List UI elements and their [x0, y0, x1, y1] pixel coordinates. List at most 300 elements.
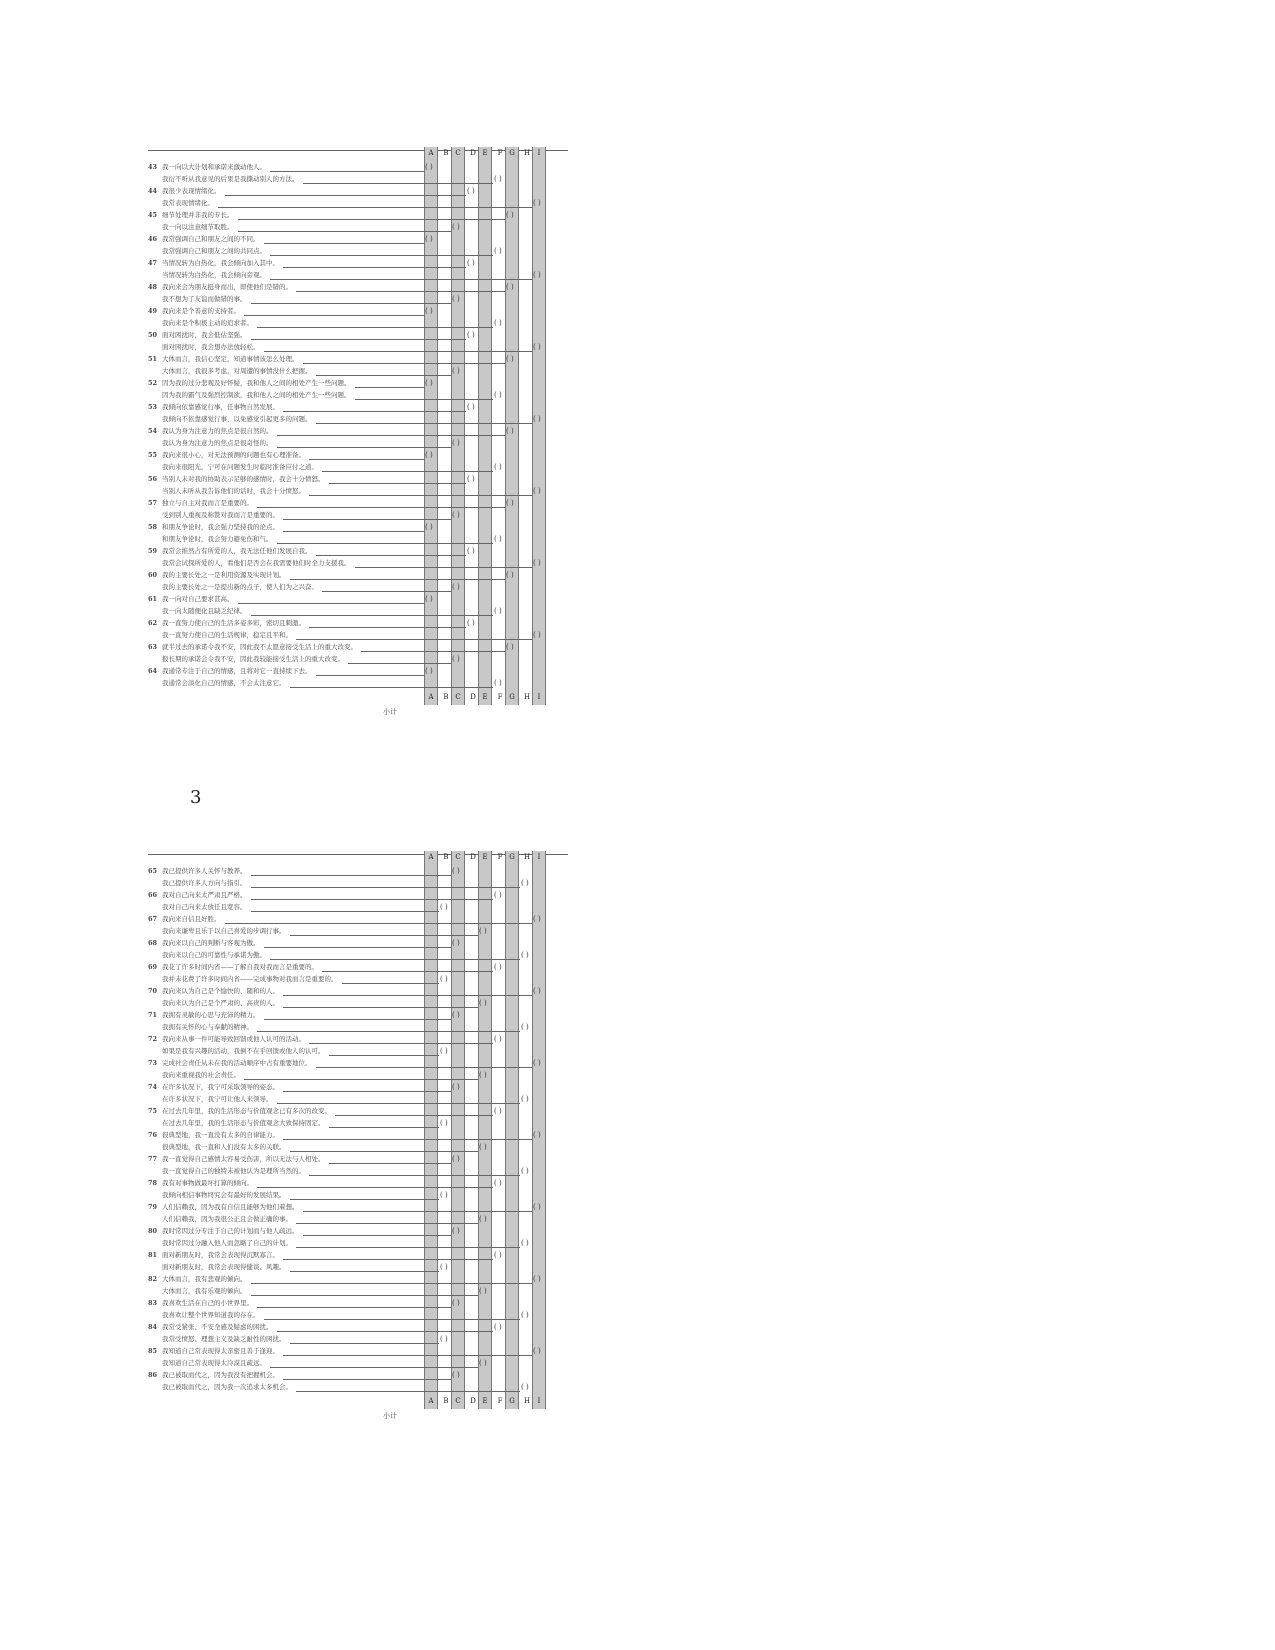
statement-text: 我通常专注于自己的情感，且将对它一直持续下去。	[162, 667, 312, 675]
question-row	[148, 461, 318, 473]
statement-text: 我倾向依靠感觉行事，任事物自然发展。	[162, 403, 279, 411]
question-row	[148, 437, 273, 449]
answer-line	[277, 435, 506, 436]
statement-text: 在过去几年里，我的生活形态与价值观念大致保持固定。	[162, 1119, 325, 1127]
answer-line	[244, 315, 424, 316]
answer-line	[316, 423, 533, 424]
statement-text: 我并未花费了许多时间内省——完成事物对我而言是重要的。	[162, 975, 338, 983]
question-number: 81	[148, 1251, 158, 1259]
statement-text: 我向来以自己的可靠性与承诺为傲。	[162, 951, 266, 959]
answer-checkbox[interactable]: ( )	[533, 271, 541, 279]
answer-checkbox[interactable]: ( )	[425, 379, 433, 387]
answer-checkbox[interactable]: ( )	[452, 1155, 460, 1163]
answer-line	[238, 219, 506, 220]
question-row	[148, 569, 286, 581]
answer-checkbox[interactable]: ( )	[494, 1035, 502, 1043]
answer-checkbox[interactable]: ( )	[452, 367, 460, 375]
answer-checkbox[interactable]: ( )	[494, 175, 502, 183]
answer-line	[251, 1295, 479, 1296]
question-row	[148, 281, 292, 293]
question-row	[148, 581, 318, 593]
question-row	[148, 245, 266, 257]
answer-line	[218, 207, 532, 208]
question-number: 83	[148, 1299, 158, 1307]
answer-line	[322, 971, 493, 972]
subtotal-label: 小计	[383, 708, 397, 716]
answer-checkbox[interactable]: ( )	[452, 1227, 460, 1235]
answer-checkbox[interactable]: ( )	[521, 1095, 529, 1103]
statement-text: 我花了许多时间内省——了解自我对我而言是重要的。	[162, 963, 318, 971]
answer-line	[251, 911, 440, 912]
answer-checkbox[interactable]: ( )	[533, 631, 541, 639]
answer-checkbox[interactable]: ( )	[452, 583, 460, 591]
statement-text: 细节处理并非我的专长。	[162, 211, 234, 219]
question-row	[148, 473, 325, 485]
statement-text: 我很少表现情绪化。	[162, 187, 221, 195]
answer-line	[296, 639, 532, 640]
statement-text: 在过去几年里，我的生活形态与价值观念已有多次的改变。	[162, 1107, 331, 1115]
question-number: 52	[148, 379, 158, 387]
question-row	[148, 1285, 247, 1297]
answer-line	[329, 1127, 440, 1128]
statement-text: 我常受紧张、不安全感及疑虑的困扰。	[162, 1323, 273, 1331]
answer-checkbox[interactable]: ( )	[425, 163, 433, 171]
answer-checkbox[interactable]: ( )	[533, 415, 541, 423]
answer-line	[270, 1367, 478, 1368]
answer-checkbox[interactable]: ( )	[452, 867, 460, 875]
answer-line	[290, 687, 494, 688]
answer-checkbox[interactable]: ( )	[440, 1335, 448, 1343]
column-label-h-top: H	[523, 149, 531, 157]
answer-checkbox[interactable]: ( )	[452, 1083, 460, 1091]
answer-line	[283, 519, 451, 520]
statement-text: 当别人未对我的协助表示足够的感情时，我会十分愤怒。	[162, 475, 325, 483]
question-row	[148, 677, 286, 689]
column-label-f-top: F	[497, 149, 503, 157]
answer-checkbox[interactable]: ( )	[506, 571, 514, 579]
statement-text: 我拥有关怀的心与奉献的精神。	[162, 1023, 253, 1031]
answer-line	[283, 1091, 451, 1092]
statement-text: 我常表现情绪化。	[162, 199, 214, 207]
answer-checkbox[interactable]: ( )	[533, 1203, 541, 1211]
answer-line	[270, 959, 520, 960]
answer-checkbox[interactable]: ( )	[467, 619, 475, 627]
answer-column-i	[532, 147, 546, 705]
question-row	[148, 605, 247, 617]
column-label-c-bottom: C	[455, 693, 461, 701]
answer-line	[329, 1163, 452, 1164]
column-label-a-top: A	[428, 149, 434, 157]
question-number: 55	[148, 451, 158, 459]
answer-line	[251, 339, 467, 340]
question-row	[148, 1033, 305, 1045]
question-row	[148, 865, 247, 877]
statement-text: 在许多状况下，我宁可采取领导的姿态。	[162, 1083, 279, 1091]
answer-checkbox[interactable]: ( )	[452, 939, 460, 947]
question-number: 49	[148, 307, 158, 315]
answer-line	[290, 1151, 479, 1152]
answer-line	[290, 1343, 440, 1344]
statement-text: 我向来自信且好胜。	[162, 915, 221, 923]
statement-text: 当别人未听从我告诉他们的话时，我会十分愤怒。	[162, 487, 305, 495]
answer-line	[264, 1019, 452, 1020]
question-row	[148, 377, 351, 389]
statement-text: 我常会推然占有所爱的人，我无法任他们发展自我。	[162, 547, 312, 555]
statement-text: 我一向对自己要求甚高。	[162, 595, 234, 603]
answer-checkbox[interactable]: ( )	[440, 975, 448, 983]
question-row	[148, 449, 305, 461]
statement-text: 我喜欢让整个世界知道我的存在。	[162, 1311, 260, 1319]
column-label-d-bottom: D	[470, 693, 476, 701]
answer-line	[329, 1055, 440, 1056]
question-number: 84	[148, 1323, 158, 1331]
answer-checkbox[interactable]: ( )	[494, 963, 502, 971]
answer-line	[264, 1319, 521, 1320]
answer-line	[283, 1259, 493, 1260]
answer-checkbox[interactable]: ( )	[467, 259, 475, 267]
column-label-b-top: B	[443, 853, 449, 861]
answer-line	[309, 1175, 520, 1176]
answer-line	[264, 243, 425, 244]
question-row	[148, 1081, 279, 1093]
statement-text: 我倾向不依靠感觉行事，以免感觉引起更多的问题。	[162, 415, 312, 423]
question-number: 47	[148, 259, 158, 267]
statement-text: 我向来很阳光，宁可在问题发生时临时准备应付之道。	[162, 463, 318, 471]
question-row	[148, 641, 357, 653]
answer-line	[342, 983, 440, 984]
question-row	[148, 269, 266, 281]
answer-line	[316, 1067, 533, 1068]
answer-checkbox[interactable]: ( )	[521, 1383, 529, 1391]
statement-text: 当情况转为白热化，我会倾向加入其中。	[162, 259, 279, 267]
answer-checkbox[interactable]: ( )	[494, 247, 502, 255]
question-row	[148, 485, 305, 497]
answer-line	[270, 171, 424, 172]
answer-checkbox[interactable]: ( )	[494, 607, 502, 615]
column-label-i-bottom: I	[537, 693, 541, 701]
question-number: 59	[148, 547, 158, 555]
column-label-i-bottom: I	[537, 1397, 541, 1405]
statement-text: 和朋友争论时，我会努力避免伤和气。	[162, 535, 273, 543]
answer-line	[303, 1211, 533, 1212]
answer-checkbox[interactable]: ( )	[494, 1107, 502, 1115]
question-row	[148, 1045, 325, 1057]
question-row	[148, 877, 247, 889]
answer-line	[283, 1379, 451, 1380]
question-row	[148, 1105, 331, 1117]
statement-text: 就半过去的承诺令我不安，因此我不太愿意接受生活上的重大改变。	[162, 643, 357, 651]
answer-checkbox[interactable]: ( )	[533, 987, 541, 995]
answer-checkbox[interactable]: ( )	[533, 1347, 541, 1355]
answer-line	[264, 351, 533, 352]
question-row	[148, 425, 273, 437]
question-row	[148, 221, 234, 233]
answer-checkbox[interactable]: ( )	[494, 1251, 502, 1259]
answer-checkbox[interactable]: ( )	[425, 451, 433, 459]
question-row	[148, 329, 247, 341]
answer-checkbox[interactable]: ( )	[494, 391, 502, 399]
answer-checkbox[interactable]: ( )	[494, 679, 502, 687]
statement-text: 很典型地，我一直和人们没有太多的关联。	[162, 1143, 286, 1151]
statement-text: 我一向以大计划和承诺来激动他人。	[162, 163, 266, 171]
answer-checkbox[interactable]: ( )	[452, 1371, 460, 1379]
answer-checkbox[interactable]: ( )	[425, 235, 433, 243]
question-row	[148, 533, 273, 545]
statement-text: 我一直努力使自己的生活多姿多彩，密切且刺激。	[162, 619, 305, 627]
answer-checkbox[interactable]: ( )	[452, 1011, 460, 1019]
answer-checkbox[interactable]: ( )	[452, 439, 460, 447]
question-number: 65	[148, 867, 158, 875]
question-number: 63	[148, 643, 158, 651]
question-row	[148, 1225, 299, 1237]
answer-checkbox[interactable]: ( )	[506, 427, 514, 435]
answer-checkbox[interactable]: ( )	[494, 1323, 502, 1331]
answer-checkbox[interactable]: ( )	[452, 223, 460, 231]
column-label-a-bottom: A	[428, 1397, 434, 1405]
answer-checkbox[interactable]: ( )	[452, 1299, 460, 1307]
question-number: 44	[148, 187, 158, 195]
answer-checkbox[interactable]: ( )	[479, 999, 487, 1007]
answer-line	[296, 1391, 520, 1392]
question-row	[148, 353, 299, 365]
question-row	[148, 629, 292, 641]
answer-checkbox[interactable]: ( )	[440, 1119, 448, 1127]
statement-text: 人们信赖我，因为我有自信且能够为他们着想。	[162, 1203, 299, 1211]
question-number: 51	[148, 355, 158, 363]
answer-checkbox[interactable]: ( )	[521, 1167, 529, 1175]
column-label-c-top: C	[455, 853, 461, 861]
statement-text: 我衍不听从我意见的后果是我撕动别人的方法。	[162, 175, 299, 183]
statement-text: 我向来很小心，对无法预测的问题也有心理准备。	[162, 451, 305, 459]
question-row	[148, 973, 338, 985]
answer-checkbox[interactable]: ( )	[533, 915, 541, 923]
answer-checkbox[interactable]: ( )	[506, 643, 514, 651]
answer-line	[303, 1235, 452, 1236]
question-row	[148, 1213, 292, 1225]
answer-line	[251, 1283, 533, 1284]
statement-text: 我时常因过分融入他人而忽略了自己的计划。	[162, 1239, 292, 1247]
column-label-b-bottom: B	[443, 693, 449, 701]
statement-text: 我知道自己常表现得太冷漠且疏远。	[162, 1359, 266, 1367]
answer-checkbox[interactable]: ( )	[467, 187, 475, 195]
answer-line	[251, 887, 521, 888]
answer-line	[303, 183, 494, 184]
column-label-b-top: B	[443, 149, 449, 157]
statement-text: 我喜欢生活在自己的小世界里。	[162, 1299, 253, 1307]
statement-text: 我向来认为自己是个严肃的、高贵的人。	[162, 999, 279, 1007]
answer-checkbox[interactable]: ( )	[494, 891, 502, 899]
statement-text: 我通常会淡化自己的情感，不会太注意它。	[162, 679, 286, 687]
answer-line	[355, 567, 533, 568]
answer-checkbox[interactable]: ( )	[521, 1023, 529, 1031]
statement-text: 大体而言，我信心坚定，知道事情该怎么处理。	[162, 355, 299, 363]
statement-text: 很典型地，我一直没有太多的自律能力。	[162, 1131, 279, 1139]
statement-text: 我倾向相信事物终究会有最好的发展结果。	[162, 1191, 286, 1199]
column-label-g-top: G	[509, 853, 515, 861]
statement-text: 完成社会责任从未在我的活动顺序中占有重要地位。	[162, 1059, 312, 1067]
question-number: 68	[148, 939, 158, 947]
question-number: 70	[148, 987, 158, 995]
answer-line	[316, 555, 467, 556]
answer-checkbox[interactable]: ( )	[533, 1131, 541, 1139]
answer-checkbox[interactable]: ( )	[479, 1071, 487, 1079]
question-number: 62	[148, 619, 158, 627]
answer-checkbox[interactable]: ( )	[479, 1359, 487, 1367]
question-row	[148, 497, 253, 509]
question-row	[148, 889, 247, 901]
answer-checkbox[interactable]: ( )	[506, 355, 514, 363]
statement-text: 面对困扰时，我会想办法放轻松。	[162, 343, 260, 351]
answer-line	[277, 1331, 494, 1332]
statement-text: 我已提供许多人关怀与教养。	[162, 867, 247, 875]
answer-line	[322, 591, 451, 592]
answer-checkbox[interactable]: ( )	[494, 319, 502, 327]
answer-checkbox[interactable]: ( )	[440, 1191, 448, 1199]
question-row	[148, 937, 260, 949]
question-row	[148, 1129, 279, 1141]
answer-line	[238, 603, 425, 604]
statement-text: 我常受愤怒、理想主义及缺乏耐性的困扰。	[162, 1335, 286, 1343]
answer-checkbox[interactable]: ( )	[452, 295, 460, 303]
question-row	[148, 985, 279, 997]
question-number: 86	[148, 1371, 158, 1379]
answer-checkbox[interactable]: ( )	[521, 951, 529, 959]
answer-checkbox[interactable]: ( )	[467, 475, 475, 483]
answer-line	[283, 995, 532, 996]
question-number: 48	[148, 283, 158, 291]
answer-checkbox[interactable]: ( )	[506, 499, 514, 507]
question-row	[148, 961, 318, 973]
question-row	[148, 1297, 253, 1309]
answer-line	[290, 579, 506, 580]
question-number: 73	[148, 1059, 158, 1067]
column-label-b-bottom: B	[443, 1397, 449, 1405]
question-number: 72	[148, 1035, 158, 1043]
answer-checkbox[interactable]: ( )	[467, 547, 475, 555]
question-row	[148, 317, 253, 329]
question-number: 76	[148, 1131, 158, 1139]
question-number: 69	[148, 963, 158, 971]
answer-checkbox[interactable]: ( )	[467, 331, 475, 339]
statement-text: 我已被取而代之，因为我一次追求太多机会。	[162, 1383, 292, 1391]
answer-checkbox[interactable]: ( )	[425, 595, 433, 603]
answer-checkbox[interactable]: ( )	[533, 1275, 541, 1283]
answer-checkbox[interactable]: ( )	[440, 1047, 448, 1055]
statement-text: 因为我的霸气及强烈控制欲，我和他人之间的相处产生一些问题。	[162, 391, 351, 399]
question-number: 60	[148, 571, 158, 579]
answer-checkbox[interactable]: ( )	[506, 283, 514, 291]
statement-text: 我一直努力使自己的生活规律，稳定且平和。	[162, 631, 292, 639]
answer-line	[277, 447, 452, 448]
question-row	[148, 197, 214, 209]
answer-checkbox[interactable]: ( )	[425, 667, 433, 675]
answer-checkbox[interactable]: ( )	[440, 903, 448, 911]
answer-checkbox[interactable]: ( )	[452, 655, 460, 663]
question-row	[148, 1321, 273, 1333]
statement-text: 我一向太随便化且缺乏纪律。	[162, 607, 247, 615]
question-row	[148, 1153, 325, 1165]
answer-checkbox[interactable]: ( )	[533, 1059, 541, 1067]
answer-checkbox[interactable]: ( )	[506, 211, 514, 219]
answer-checkbox[interactable]: ( )	[533, 199, 541, 207]
answer-checkbox[interactable]: ( )	[479, 1287, 487, 1295]
answer-checkbox[interactable]: ( )	[425, 307, 433, 315]
column-label-a-top: A	[428, 853, 434, 861]
answer-checkbox[interactable]: ( )	[425, 523, 433, 531]
statement-text: 我向来从事一件可能导致回馈或他人认可的活动。	[162, 1035, 305, 1043]
column-label-e-bottom: E	[482, 693, 488, 701]
statement-text: 大体而言，我有乐观的倾向。	[162, 1287, 247, 1295]
answer-checkbox[interactable]: ( )	[533, 343, 541, 351]
question-number: 54	[148, 427, 158, 435]
answer-checkbox[interactable]: ( )	[440, 1263, 448, 1271]
subtotal-label: 小计	[383, 1412, 397, 1420]
statement-text: 当情况转为白热化，我会倾向旁观。	[162, 271, 266, 279]
question-number: 56	[148, 475, 158, 483]
statement-text: 在许多状况下，我宁可让他人来领导。	[162, 1095, 273, 1103]
answer-line	[355, 387, 425, 388]
answer-checkbox[interactable]: ( )	[494, 1179, 502, 1187]
answer-line	[335, 1115, 493, 1116]
question-number: 75	[148, 1107, 158, 1115]
question-row	[148, 293, 247, 305]
answer-checkbox[interactable]: ( )	[494, 535, 502, 543]
answer-checkbox[interactable]: ( )	[521, 879, 529, 887]
statement-text: 报长期的承诺会令我不安，因此我较能接受生活上的重大改变。	[162, 655, 344, 663]
answer-line	[290, 935, 479, 936]
answer-line	[257, 1307, 451, 1308]
question-row	[148, 593, 234, 605]
question-row	[148, 617, 305, 629]
answer-checkbox[interactable]: ( )	[494, 463, 502, 471]
answer-checkbox[interactable]: ( )	[452, 511, 460, 519]
question-row	[148, 1189, 286, 1201]
question-row	[148, 365, 312, 377]
question-row	[148, 1117, 325, 1129]
question-row	[148, 1345, 279, 1357]
question-number: 50	[148, 331, 158, 339]
question-number: 61	[148, 595, 158, 603]
statement-text: 我认为身为注意力的焦点是很奇怪的。	[162, 439, 273, 447]
column-label-g-bottom: G	[509, 693, 515, 701]
statement-text: 我向来以自己的判断与客观为傲。	[162, 939, 260, 947]
question-number: 53	[148, 403, 158, 411]
answer-line	[322, 471, 493, 472]
answer-column-g	[505, 851, 519, 1409]
answer-line	[283, 1007, 478, 1008]
column-label-e-top: E	[482, 149, 488, 157]
statement-text: 我一直觉得自己的独特未被他认为是理所当然的。	[162, 1167, 305, 1175]
answer-line	[251, 615, 494, 616]
answer-checkbox[interactable]: ( )	[533, 559, 541, 567]
question-row	[148, 925, 286, 937]
answer-checkbox[interactable]: ( )	[467, 403, 475, 411]
column-label-a-bottom: A	[428, 693, 434, 701]
answer-checkbox[interactable]: ( )	[521, 1311, 529, 1319]
statement-text: 我已提供许多人方向与指引。	[162, 879, 247, 887]
answer-checkbox[interactable]: ( )	[479, 1215, 487, 1223]
answer-checkbox[interactable]: ( )	[479, 927, 487, 935]
question-row	[148, 1141, 286, 1153]
answer-line	[329, 483, 467, 484]
answer-checkbox[interactable]: ( )	[479, 1143, 487, 1151]
statement-text: 独立与自主对我而言是重要的。	[162, 499, 253, 507]
page-number: 3	[190, 787, 202, 808]
column-label-g-bottom: G	[509, 1397, 515, 1405]
answer-line	[264, 947, 452, 948]
answer-checkbox[interactable]: ( )	[521, 1239, 529, 1247]
answer-checkbox[interactable]: ( )	[533, 487, 541, 495]
